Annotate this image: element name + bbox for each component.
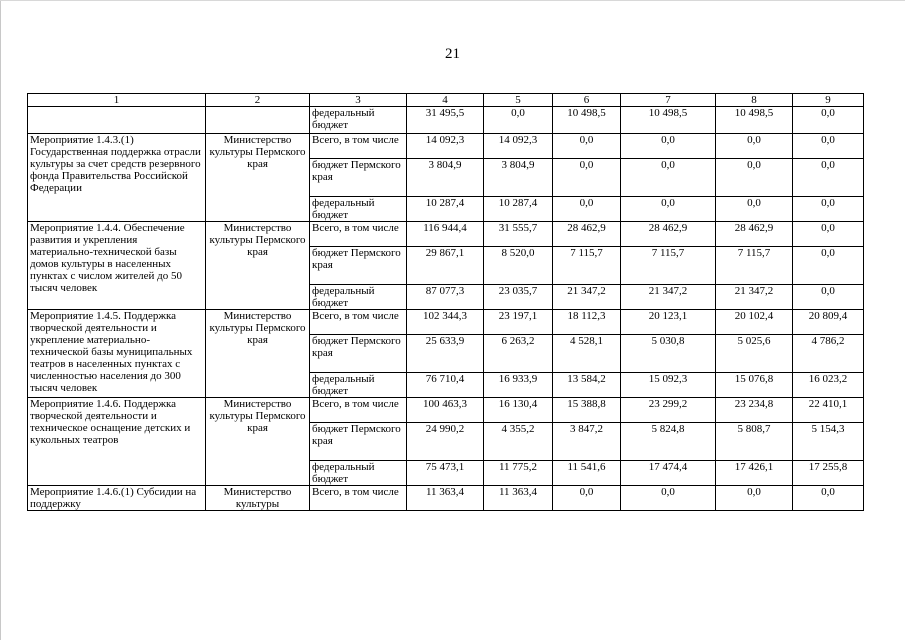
amount-cell: 0,0 — [793, 285, 864, 310]
scan-edge-left — [0, 0, 1, 640]
column-number-header: 9 — [793, 94, 864, 107]
amount-cell: 0,0 — [716, 159, 793, 197]
column-number-header: 4 — [407, 94, 484, 107]
funding-source-cell: Всего, в том числе — [310, 310, 407, 335]
column-number-header: 1 — [28, 94, 206, 107]
organization-cell: Министерство культуры Пермского края — [206, 134, 310, 222]
amount-cell: 5 030,8 — [621, 335, 716, 373]
column-number-header: 8 — [716, 94, 793, 107]
amount-cell: 20 102,4 — [716, 310, 793, 335]
organization-cell — [206, 107, 310, 134]
column-number-header: 2 — [206, 94, 310, 107]
event-name-cell: Мероприятие 1.4.4. Обеспечение развития и укрепления материально-технической базы домов культуры в населенных пунктах с числом жителей до 50 тысяч человек — [28, 222, 206, 310]
amount-cell: 31 555,7 — [484, 222, 553, 247]
amount-cell: 23 234,8 — [716, 398, 793, 423]
amount-cell: 0,0 — [621, 486, 716, 511]
amount-cell: 10 287,4 — [407, 197, 484, 222]
column-number-header: 3 — [310, 94, 407, 107]
amount-cell: 28 462,9 — [553, 222, 621, 247]
amount-cell: 0,0 — [716, 486, 793, 511]
table-body — [28, 94, 864, 511]
amount-cell: 10 498,5 — [553, 107, 621, 134]
amount-cell: 10 287,4 — [484, 197, 553, 222]
amount-cell: 16 933,9 — [484, 373, 553, 398]
amount-cell: 100 463,3 — [407, 398, 484, 423]
amount-cell: 10 498,5 — [621, 107, 716, 134]
amount-cell: 22 410,1 — [793, 398, 864, 423]
amount-cell: 23 035,7 — [484, 285, 553, 310]
funding-source-cell: бюджет Пермского края — [310, 159, 407, 197]
amount-cell: 0,0 — [553, 197, 621, 222]
event-name-cell — [28, 107, 206, 134]
amount-cell: 7 115,7 — [716, 247, 793, 285]
amount-cell: 17 426,1 — [716, 461, 793, 486]
amount-cell: 18 112,3 — [553, 310, 621, 335]
header-row — [28, 94, 864, 107]
amount-cell: 4 355,2 — [484, 423, 553, 461]
amount-cell: 24 990,2 — [407, 423, 484, 461]
amount-cell: 28 462,9 — [621, 222, 716, 247]
amount-cell: 25 633,9 — [407, 335, 484, 373]
amount-cell: 0,0 — [484, 107, 553, 134]
amount-cell: 4 528,1 — [553, 335, 621, 373]
organization-cell: Министерство культуры Пермского края — [206, 222, 310, 310]
event-name-cell: Мероприятие 1.4.6.(1) Субсидии на поддержку — [28, 486, 206, 511]
amount-cell: 0,0 — [553, 486, 621, 511]
amount-cell: 14 092,3 — [407, 134, 484, 159]
table-row — [28, 134, 864, 159]
funding-source-cell: федеральный бюджет — [310, 461, 407, 486]
amount-cell: 0,0 — [621, 159, 716, 197]
amount-cell: 20 123,1 — [621, 310, 716, 335]
table-row — [28, 486, 864, 511]
event-name-cell: Мероприятие 1.4.3.(1) Государственная поддержка отрасли культуры за счет средств резервного фонда Правительства Российской Федерации — [28, 134, 206, 222]
amount-cell: 31 495,5 — [407, 107, 484, 134]
amount-cell: 15 092,3 — [621, 373, 716, 398]
amount-cell: 116 944,4 — [407, 222, 484, 247]
amount-cell: 8 520,0 — [484, 247, 553, 285]
amount-cell: 75 473,1 — [407, 461, 484, 486]
amount-cell: 23 197,1 — [484, 310, 553, 335]
amount-cell: 13 584,2 — [553, 373, 621, 398]
amount-cell: 29 867,1 — [407, 247, 484, 285]
amount-cell: 0,0 — [716, 197, 793, 222]
organization-cell: Министерство культуры Пермского края — [206, 310, 310, 398]
amount-cell: 5 824,8 — [621, 423, 716, 461]
amount-cell: 14 092,3 — [484, 134, 553, 159]
scan-edge-top — [0, 0, 905, 1]
event-name-cell: Мероприятие 1.4.5. Поддержка творческой деятельности и укрепление материально-технической базы муниципальных театров в населенных пунктах с численностью населения до 300 тысяч человек — [28, 310, 206, 398]
column-number-header: 7 — [621, 94, 716, 107]
amount-cell: 21 347,2 — [716, 285, 793, 310]
amount-cell: 0,0 — [793, 159, 864, 197]
amount-cell: 3 847,2 — [553, 423, 621, 461]
amount-cell: 15 388,8 — [553, 398, 621, 423]
amount-cell: 102 344,3 — [407, 310, 484, 335]
funding-source-cell: бюджет Пермского края — [310, 423, 407, 461]
page-number: 21 — [445, 46, 460, 62]
table-row — [28, 107, 864, 134]
amount-cell: 11 363,4 — [484, 486, 553, 511]
amount-cell: 11 363,4 — [407, 486, 484, 511]
amount-cell: 5 154,3 — [793, 423, 864, 461]
amount-cell: 5 025,6 — [716, 335, 793, 373]
amount-cell: 0,0 — [793, 486, 864, 511]
amount-cell: 20 809,4 — [793, 310, 864, 335]
amount-cell: 0,0 — [716, 134, 793, 159]
amount-cell: 21 347,2 — [553, 285, 621, 310]
amount-cell: 11 775,2 — [484, 461, 553, 486]
amount-cell: 21 347,2 — [621, 285, 716, 310]
amount-cell: 28 462,9 — [716, 222, 793, 247]
event-name-cell: Мероприятие 1.4.6. Поддержка творческой деятельности и техническое оснащение детских и кукольных театров — [28, 398, 206, 486]
amount-cell: 0,0 — [793, 197, 864, 222]
amount-cell: 17 474,4 — [621, 461, 716, 486]
amount-cell: 16 130,4 — [484, 398, 553, 423]
table-row — [28, 310, 864, 335]
amount-cell: 87 077,3 — [407, 285, 484, 310]
table-row — [28, 398, 864, 423]
amount-cell: 0,0 — [793, 222, 864, 247]
amount-cell: 3 804,9 — [484, 159, 553, 197]
funding-source-cell: Всего, в том числе — [310, 398, 407, 423]
amount-cell: 11 541,6 — [553, 461, 621, 486]
funding-source-cell: Всего, в том числе — [310, 486, 407, 511]
funding-source-cell: Всего, в том числе — [310, 222, 407, 247]
amount-cell: 6 263,2 — [484, 335, 553, 373]
amount-cell: 5 808,7 — [716, 423, 793, 461]
amount-cell: 0,0 — [621, 134, 716, 159]
amount-cell: 4 786,2 — [793, 335, 864, 373]
amount-cell: 7 115,7 — [621, 247, 716, 285]
amount-cell: 76 710,4 — [407, 373, 484, 398]
column-number-header: 5 — [484, 94, 553, 107]
amount-cell: 16 023,2 — [793, 373, 864, 398]
funding-source-cell: бюджет Пермского края — [310, 335, 407, 373]
budget-table — [27, 93, 864, 511]
organization-cell: Министерство культуры Пермского края — [206, 398, 310, 486]
funding-source-cell: федеральный бюджет — [310, 373, 407, 398]
amount-cell: 0,0 — [553, 134, 621, 159]
amount-cell: 7 115,7 — [553, 247, 621, 285]
funding-source-cell: федеральный бюджет — [310, 285, 407, 310]
amount-cell: 10 498,5 — [716, 107, 793, 134]
table-row — [28, 222, 864, 247]
amount-cell: 0,0 — [553, 159, 621, 197]
amount-cell: 15 076,8 — [716, 373, 793, 398]
funding-source-cell: федеральный бюджет — [310, 107, 407, 134]
amount-cell: 0,0 — [621, 197, 716, 222]
organization-cell: Министерство культуры — [206, 486, 310, 511]
amount-cell: 23 299,2 — [621, 398, 716, 423]
amount-cell: 0,0 — [793, 107, 864, 134]
amount-cell: 17 255,8 — [793, 461, 864, 486]
funding-source-cell: бюджет Пермского края — [310, 247, 407, 285]
amount-cell: 0,0 — [793, 247, 864, 285]
funding-source-cell: федеральный бюджет — [310, 197, 407, 222]
amount-cell: 0,0 — [793, 134, 864, 159]
amount-cell: 3 804,9 — [407, 159, 484, 197]
column-number-header: 6 — [553, 94, 621, 107]
funding-source-cell: Всего, в том числе — [310, 134, 407, 159]
